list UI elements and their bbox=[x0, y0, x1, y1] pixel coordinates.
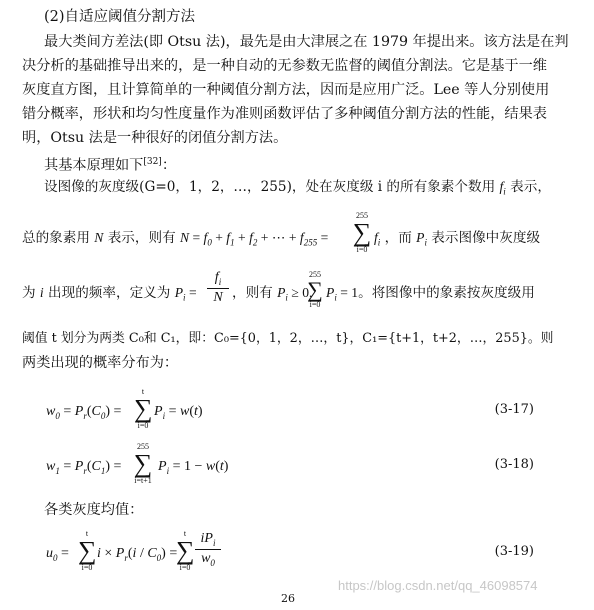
total-b: 表示，则有 bbox=[107, 230, 176, 246]
equation-label-3-19: (3-19) bbox=[494, 544, 534, 559]
sum-upper-255: 255 bbox=[356, 211, 368, 220]
sum-upper-255-b: 255 bbox=[309, 270, 321, 279]
n-sum-formula: $N = f_0 + f_1 + f_2$ + ⋯ + $f_{255}$ = bbox=[180, 230, 329, 248]
sum-upper-t-b: t bbox=[85, 529, 89, 538]
principle-line bbox=[44, 152, 176, 176]
probability-line: 两类出现的概率分布为： bbox=[22, 355, 179, 371]
sum-upper-t-c: t bbox=[183, 529, 187, 538]
total-pixel-line bbox=[22, 228, 328, 253]
sum-lower-i0: i=0 bbox=[356, 245, 368, 254]
fraction-ipi-over-w0: $iP_i$ $w_0$ bbox=[195, 531, 221, 568]
equation-3-18-left: $w_1 = P_r(C_1)$ = bbox=[46, 459, 122, 476]
sum-upper-t: t bbox=[141, 387, 145, 396]
total-a: 总的象素用 bbox=[22, 230, 90, 246]
sum-symbol-u0-a: t ∑ i=0 bbox=[78, 529, 97, 572]
equation-label-3-17: (3-17) bbox=[494, 402, 534, 417]
gray-line-b: 表示， bbox=[510, 179, 551, 195]
paragraph-line-4: 错分概率，形状和均匀性度量作为准则函数评估了多种阈值分割方法的性能，结果表 bbox=[22, 106, 547, 122]
total-d: 表示图像中灰度级 bbox=[431, 230, 541, 246]
sum-symbol-p: 255 ∑ i=0 bbox=[305, 271, 325, 309]
gray-line-a: 设图像的灰度级(G=0，1，2，…，255)，处在灰度级 i 的所有象素个数用 bbox=[44, 179, 496, 195]
freq-b: 出现的频率，定义为 bbox=[48, 285, 171, 301]
equation-3-19-left: $u_0$ = bbox=[46, 546, 69, 563]
principle-text: 其基本原理如下 bbox=[44, 157, 144, 174]
p-i-nonneg: $P_i \ge 0$, bbox=[277, 285, 313, 303]
paragraph-line-3: 灰度直方图，且计算简单的一种阈值分割方法，因而是应用广泛。Lee 等人分别使用 bbox=[22, 82, 550, 98]
threshold-line: 阈值 t 划分为两类 C₀和 C₁，即：C₀={0，1，2，…，t}，C₁={t+1，t+2，…，255}。则 bbox=[22, 331, 554, 346]
i-symbol: i bbox=[39, 285, 44, 300]
sum-lower-i0-e: i=0 bbox=[179, 563, 191, 572]
sum-upper-255-c: 255 bbox=[137, 442, 149, 451]
total-c: ，而 bbox=[384, 230, 412, 246]
frequency-line bbox=[22, 283, 197, 308]
citation: [32] bbox=[143, 157, 162, 167]
sum-lower-i0-c: i=0 bbox=[137, 421, 149, 430]
sum-lower-it1: i=t+1 bbox=[134, 476, 152, 485]
freq-d: 。将图像中的象素按灰度级用 bbox=[358, 285, 535, 301]
gray-level-line bbox=[44, 177, 551, 202]
paragraph-line-2: 决分析的基础推导出来的，是一种自动的无参数无监督的阈值分割法。它是基于一维 bbox=[22, 58, 547, 74]
sum-symbol-n: 255 ∑ i=0 bbox=[352, 211, 372, 254]
section-title: (2)自适应阈值分割方法 bbox=[44, 9, 196, 25]
p-i-def: $P_i$ = bbox=[174, 285, 197, 303]
total-pixel-line-tail bbox=[374, 228, 540, 253]
frequency-line-tail bbox=[326, 283, 535, 308]
freq-c: ，则有 bbox=[232, 285, 273, 301]
equation-3-18-right: $P_i = 1 - w(t)$ bbox=[158, 459, 229, 476]
paragraph-line-1: 最大类间方差法(即 Otsu 法)，最先是由大津展之在 1979 年提出来。该方法是在判 bbox=[44, 34, 569, 50]
equation-3-17-left: $w_0 = P_r(C_0)$ = bbox=[46, 404, 122, 421]
frequency-line-mid bbox=[232, 283, 312, 308]
freq-a: 为 bbox=[22, 285, 36, 301]
principle-colon: ： bbox=[161, 157, 177, 174]
equation-3-17-right: $P_i = w(t)$ bbox=[154, 404, 203, 421]
sum-symbol-w0: t ∑ i=0 bbox=[134, 387, 153, 430]
page-number: 26 bbox=[281, 592, 295, 605]
sum-symbol-w1: 255 ∑ i=t+1 bbox=[130, 443, 156, 485]
p-i-sum-one: $P_i = 1$ bbox=[326, 285, 359, 303]
f-i-symbol: $f_i$ bbox=[499, 179, 506, 197]
sum-symbol-u0-b: t ∑ i=0 bbox=[176, 529, 195, 572]
n-symbol: N bbox=[94, 230, 104, 245]
equation-3-19-mid: $i \times P_r(i / C_0)$ = bbox=[97, 546, 178, 563]
sum-lower-i0-d: i=0 bbox=[81, 563, 93, 572]
watermark: https://blog.csdn.net/qq_46098574 bbox=[338, 578, 538, 593]
mean-line: 各类灰度均值： bbox=[44, 502, 144, 518]
f-i-term: $f_i$ bbox=[374, 230, 381, 248]
p-i-symbol: $P_i$ bbox=[416, 230, 427, 248]
paragraph-line-5: 明，Otsu 法是一种很好的闭值分割方法。 bbox=[22, 130, 288, 146]
fraction-fi-over-n: $f_i$ N bbox=[207, 270, 229, 306]
equation-label-3-18: (3-18) bbox=[494, 457, 534, 472]
sum-lower-i0-b: i=0 bbox=[309, 300, 321, 309]
